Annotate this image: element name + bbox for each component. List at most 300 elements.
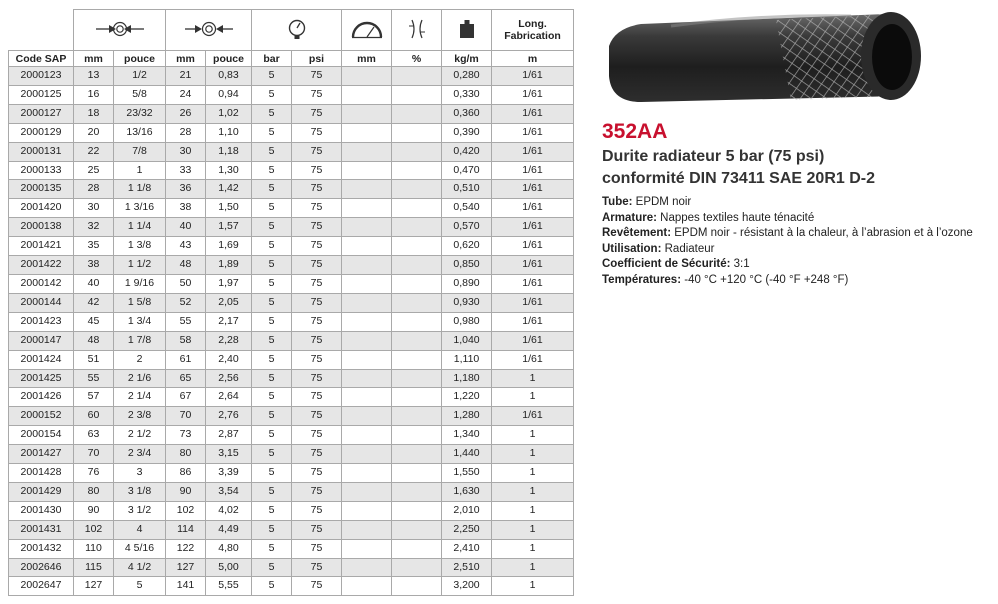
- table-cell: 25: [74, 161, 114, 180]
- table-cell: 5: [252, 445, 292, 464]
- table-row: [9, 445, 574, 464]
- spec-label: Tube:: [602, 196, 633, 208]
- table-cell: 1,97: [206, 274, 252, 293]
- table-cell: [342, 67, 392, 86]
- table-cell: 5: [252, 426, 292, 445]
- unit-header: m: [492, 51, 574, 67]
- table-cell: 18: [74, 104, 114, 123]
- table-cell: [392, 520, 442, 539]
- table-cell: 75: [292, 274, 342, 293]
- table-cell: 2000125: [9, 85, 74, 104]
- table-row: [9, 274, 574, 293]
- table-cell: 43: [166, 237, 206, 256]
- table-cell: 2001420: [9, 199, 74, 218]
- table-cell: 75: [292, 464, 342, 483]
- table-cell: 5: [252, 331, 292, 350]
- table-cell: 1: [492, 577, 574, 596]
- table-cell: 67: [166, 388, 206, 407]
- table-cell: 2001430: [9, 501, 74, 520]
- table-cell: [342, 350, 392, 369]
- table-cell: 5: [252, 539, 292, 558]
- table-cell: 0,360: [442, 104, 492, 123]
- table-cell: 1/61: [492, 237, 574, 256]
- table-cell: [392, 331, 442, 350]
- inner-diameter-header: [74, 10, 166, 51]
- unit-header: psi: [292, 51, 342, 67]
- table-cell: 75: [292, 331, 342, 350]
- table-cell: 40: [74, 274, 114, 293]
- table-cell: [342, 558, 392, 577]
- unit-header: mm: [166, 51, 206, 67]
- table-cell: [392, 67, 442, 86]
- table-cell: 3 1/2: [114, 501, 166, 520]
- table-cell: 2000123: [9, 67, 74, 86]
- table-cell: 1/61: [492, 161, 574, 180]
- table-cell: 4,02: [206, 501, 252, 520]
- table-cell: 2,510: [442, 558, 492, 577]
- table-cell: 75: [292, 350, 342, 369]
- table-cell: 3,39: [206, 464, 252, 483]
- length-header: [492, 10, 574, 51]
- table-cell: 0,330: [442, 85, 492, 104]
- table-row: [9, 67, 574, 86]
- table-cell: 1/61: [492, 293, 574, 312]
- table-cell: 22: [74, 142, 114, 161]
- table-cell: [342, 123, 392, 142]
- table-cell: 75: [292, 539, 342, 558]
- table-cell: 26: [166, 104, 206, 123]
- table-cell: [392, 218, 442, 237]
- table-cell: 1: [492, 482, 574, 501]
- table-cell: 1,040: [442, 331, 492, 350]
- table-cell: 4,49: [206, 520, 252, 539]
- table-cell: 1: [492, 520, 574, 539]
- table-cell: 75: [292, 482, 342, 501]
- table-cell: 75: [292, 369, 342, 388]
- table-cell: 70: [166, 407, 206, 426]
- table-cell: 1,340: [442, 426, 492, 445]
- table-cell: [342, 256, 392, 275]
- pressure-gauge-icon: [286, 18, 308, 40]
- table-cell: 4: [114, 520, 166, 539]
- table-row: [9, 482, 574, 501]
- table-cell: 2001421: [9, 237, 74, 256]
- table-cell: 102: [74, 520, 114, 539]
- table-cell: [392, 501, 442, 520]
- table-cell: 1/2: [114, 67, 166, 86]
- table-cell: [342, 331, 392, 350]
- table-cell: 5,00: [206, 558, 252, 577]
- table-cell: [342, 104, 392, 123]
- table-cell: 1,10: [206, 123, 252, 142]
- table-cell: 3: [114, 464, 166, 483]
- table-cell: 3,15: [206, 445, 252, 464]
- table-cell: 0,470: [442, 161, 492, 180]
- table-cell: 5: [252, 577, 292, 596]
- table-cell: [342, 482, 392, 501]
- table-row: [9, 426, 574, 445]
- table-cell: [392, 142, 442, 161]
- table-cell: 5: [252, 388, 292, 407]
- table-cell: 3 1/8: [114, 482, 166, 501]
- table-row: [9, 331, 574, 350]
- table-row: [9, 104, 574, 123]
- table-cell: 1,110: [442, 350, 492, 369]
- unit-header: %: [392, 51, 442, 67]
- table-row: [9, 558, 574, 577]
- table-cell: 2001424: [9, 350, 74, 369]
- table-row: [9, 180, 574, 199]
- table-body: [9, 67, 574, 596]
- table-cell: 2: [114, 350, 166, 369]
- table-cell: 1: [492, 501, 574, 520]
- table-cell: [392, 426, 442, 445]
- table-cell: [392, 407, 442, 426]
- table-cell: 4,80: [206, 539, 252, 558]
- table-row: [9, 123, 574, 142]
- spec-line: [602, 257, 994, 273]
- table-cell: 1/61: [492, 407, 574, 426]
- table-cell: 2002646: [9, 558, 74, 577]
- table-cell: 75: [292, 520, 342, 539]
- table-cell: 75: [292, 293, 342, 312]
- table-cell: 5: [252, 180, 292, 199]
- table-cell: 2,76: [206, 407, 252, 426]
- table-cell: [392, 482, 442, 501]
- table-cell: 2001426: [9, 388, 74, 407]
- unit-header: Code SAP: [9, 51, 74, 67]
- table-cell: 75: [292, 218, 342, 237]
- table-cell: 0,94: [206, 85, 252, 104]
- table-cell: 20: [74, 123, 114, 142]
- table-cell: 4 5/16: [114, 539, 166, 558]
- table-cell: 13/16: [114, 123, 166, 142]
- table-cell: 36: [166, 180, 206, 199]
- spec-label: Températures:: [602, 273, 682, 286]
- table-cell: 2000133: [9, 161, 74, 180]
- table-row: [9, 369, 574, 388]
- table-cell: 127: [166, 558, 206, 577]
- table-cell: 5: [252, 350, 292, 369]
- spec-value: EPDM noir - résistant à la chaleur, à l’abrasion et à l’ozone: [671, 227, 973, 239]
- table-cell: 5: [252, 199, 292, 218]
- table-cell: 2000129: [9, 123, 74, 142]
- table-cell: [392, 274, 442, 293]
- table-cell: 2000154: [9, 426, 74, 445]
- table-cell: 5: [252, 558, 292, 577]
- table-cell: 2,40: [206, 350, 252, 369]
- table-cell: [342, 520, 392, 539]
- table-cell: 1/61: [492, 274, 574, 293]
- table-cell: 1 3/4: [114, 312, 166, 331]
- table-cell: 2001428: [9, 464, 74, 483]
- table-cell: 5: [252, 312, 292, 331]
- table-cell: 38: [74, 256, 114, 275]
- table-row: [9, 539, 574, 558]
- table-cell: 2001423: [9, 312, 74, 331]
- table-row: [9, 388, 574, 407]
- table-cell: 1/61: [492, 331, 574, 350]
- table-cell: 48: [74, 331, 114, 350]
- weight-header: [442, 10, 492, 51]
- table-cell: 5: [252, 293, 292, 312]
- table-cell: 86: [166, 464, 206, 483]
- table-cell: 5: [252, 369, 292, 388]
- table-cell: 32: [74, 218, 114, 237]
- table-cell: 75: [292, 558, 342, 577]
- table-cell: 2000147: [9, 331, 74, 350]
- table-row: [9, 237, 574, 256]
- table-cell: 5: [252, 161, 292, 180]
- table-cell: 1,42: [206, 180, 252, 199]
- table-cell: 1: [492, 388, 574, 407]
- table-cell: 75: [292, 237, 342, 256]
- table-cell: 5/8: [114, 85, 166, 104]
- table-cell: [342, 293, 392, 312]
- table-cell: 2000152: [9, 407, 74, 426]
- table-cell: [342, 577, 392, 596]
- table-cell: [392, 558, 442, 577]
- table-cell: 0,420: [442, 142, 492, 161]
- table-cell: 35: [74, 237, 114, 256]
- table-cell: 1: [492, 445, 574, 464]
- spec-label: Armature:: [602, 211, 657, 224]
- table-cell: 13: [74, 67, 114, 86]
- table-cell: 75: [292, 407, 342, 426]
- table-cell: 2000127: [9, 104, 74, 123]
- table-cell: 75: [292, 104, 342, 123]
- table-cell: 5: [252, 501, 292, 520]
- table-cell: 5: [252, 85, 292, 104]
- table-cell: [342, 218, 392, 237]
- table-cell: 57: [74, 388, 114, 407]
- table-cell: 75: [292, 180, 342, 199]
- table-cell: 0,890: [442, 274, 492, 293]
- table-cell: 2000138: [9, 218, 74, 237]
- table-cell: 75: [292, 123, 342, 142]
- table-cell: 1/61: [492, 104, 574, 123]
- table-cell: 1/61: [492, 350, 574, 369]
- table-cell: 80: [74, 482, 114, 501]
- spec-label: Revêtement:: [602, 227, 672, 239]
- table-cell: 1,69: [206, 237, 252, 256]
- table-cell: 114: [166, 520, 206, 539]
- table-cell: 5: [252, 256, 292, 275]
- table-cell: 80: [166, 445, 206, 464]
- table-cell: [342, 445, 392, 464]
- table-cell: 2,64: [206, 388, 252, 407]
- vacuum-icon: [407, 18, 427, 40]
- table-cell: 1,18: [206, 142, 252, 161]
- table-cell: 75: [292, 501, 342, 520]
- table-cell: [392, 180, 442, 199]
- table-cell: 0,570: [442, 218, 492, 237]
- table-cell: 2001432: [9, 539, 74, 558]
- table-cell: 1/61: [492, 199, 574, 218]
- table-cell: 5,55: [206, 577, 252, 596]
- table-cell: [342, 312, 392, 331]
- spec-label: Utilisation:: [602, 242, 662, 255]
- table-cell: [392, 350, 442, 369]
- product-code: 352AA: [602, 120, 668, 143]
- table-cell: [392, 256, 442, 275]
- table-cell: 7/8: [114, 142, 166, 161]
- table-cell: [392, 369, 442, 388]
- length-header-line1: Long.: [518, 18, 547, 30]
- table-cell: 75: [292, 199, 342, 218]
- length-header-line2: Fabrication: [504, 30, 561, 42]
- table-cell: 110: [74, 539, 114, 558]
- table-cell: 0,510: [442, 180, 492, 199]
- table-cell: [342, 369, 392, 388]
- table-cell: 75: [292, 312, 342, 331]
- table-cell: 0,390: [442, 123, 492, 142]
- table-cell: [342, 85, 392, 104]
- table-cell: [392, 104, 442, 123]
- unit-header: pouce: [114, 51, 166, 67]
- table-cell: 102: [166, 501, 206, 520]
- table-row: [9, 85, 574, 104]
- table-cell: 1 3/16: [114, 199, 166, 218]
- table-cell: 75: [292, 445, 342, 464]
- table-cell: 2,17: [206, 312, 252, 331]
- table-cell: 3,200: [442, 577, 492, 596]
- table-cell: 1: [114, 161, 166, 180]
- table-cell: 1 1/4: [114, 218, 166, 237]
- table-cell: 1,550: [442, 464, 492, 483]
- spec-value: Nappes textiles haute ténacité: [656, 211, 815, 224]
- table-cell: 1/61: [492, 142, 574, 161]
- table-cell: 1,280: [442, 407, 492, 426]
- table-cell: [392, 161, 442, 180]
- table-cell: 0,83: [206, 67, 252, 86]
- table-cell: 1/61: [492, 67, 574, 86]
- table-cell: 52: [166, 293, 206, 312]
- table-row: [9, 312, 574, 331]
- table-cell: 2 1/6: [114, 369, 166, 388]
- table-cell: [342, 180, 392, 199]
- spec-line: [602, 273, 994, 289]
- table-cell: 1,220: [442, 388, 492, 407]
- vacuum-header: [392, 10, 442, 51]
- table-cell: [392, 312, 442, 331]
- table-cell: [342, 407, 392, 426]
- table-cell: [392, 445, 442, 464]
- product-title-line1: Durite radiateur 5 bar (75 psi): [602, 148, 825, 165]
- table-cell: [342, 426, 392, 445]
- header-blank: [9, 10, 74, 51]
- table-cell: 55: [74, 369, 114, 388]
- table-cell: [342, 501, 392, 520]
- table-cell: 2,05: [206, 293, 252, 312]
- table-cell: 1 1/2: [114, 256, 166, 275]
- spec-line: [602, 226, 994, 242]
- table-cell: 2 3/8: [114, 407, 166, 426]
- table-row: [9, 520, 574, 539]
- table-cell: 5: [252, 142, 292, 161]
- table-cell: 2,250: [442, 520, 492, 539]
- table-cell: 2,87: [206, 426, 252, 445]
- table-cell: 2000131: [9, 142, 74, 161]
- table-row: [9, 142, 574, 161]
- table-cell: 1 7/8: [114, 331, 166, 350]
- table-cell: 1,57: [206, 218, 252, 237]
- table-cell: 141: [166, 577, 206, 596]
- table-row: [9, 577, 574, 596]
- table-row: [9, 407, 574, 426]
- table-cell: 30: [166, 142, 206, 161]
- table-row: [9, 350, 574, 369]
- table-cell: 1,89: [206, 256, 252, 275]
- bend-radius-header: [342, 10, 392, 51]
- table-cell: 24: [166, 85, 206, 104]
- table-cell: [342, 274, 392, 293]
- hose-image: [601, 6, 939, 111]
- table-cell: 1,440: [442, 445, 492, 464]
- table-cell: 1: [492, 464, 574, 483]
- table-cell: [342, 539, 392, 558]
- table-cell: 2001427: [9, 445, 74, 464]
- table-cell: 5: [252, 218, 292, 237]
- icon-header-row: [9, 10, 574, 51]
- table-cell: 5: [252, 123, 292, 142]
- table-cell: 1/61: [492, 256, 574, 275]
- table-row: [9, 161, 574, 180]
- weight-icon: [457, 18, 477, 40]
- table-cell: 1,50: [206, 199, 252, 218]
- table-cell: 1/61: [492, 85, 574, 104]
- table-cell: 63: [74, 426, 114, 445]
- table-cell: 5: [252, 482, 292, 501]
- table-cell: 48: [166, 256, 206, 275]
- table-cell: 1 9/16: [114, 274, 166, 293]
- table-cell: [392, 237, 442, 256]
- unit-header: mm: [74, 51, 114, 67]
- table-row: [9, 199, 574, 218]
- table-cell: [342, 142, 392, 161]
- table-cell: [392, 293, 442, 312]
- table-cell: [392, 123, 442, 142]
- spec-value: -40 °C +120 °C (-40 °F +248 °F): [681, 273, 849, 286]
- spec-label: Coefficient de Sécurité:: [602, 258, 731, 270]
- table-cell: 1: [492, 369, 574, 388]
- pressure-header: [252, 10, 342, 51]
- spec-line: [602, 195, 994, 211]
- table-cell: 58: [166, 331, 206, 350]
- table-cell: 1,30: [206, 161, 252, 180]
- spec-value: EPDM noir: [632, 196, 692, 208]
- table-cell: [342, 199, 392, 218]
- table-cell: 50: [166, 274, 206, 293]
- table-cell: 0,280: [442, 67, 492, 86]
- spec-table: [8, 9, 574, 596]
- table-cell: 1,180: [442, 369, 492, 388]
- table-cell: [392, 199, 442, 218]
- table-cell: 21: [166, 67, 206, 86]
- table-cell: 28: [166, 123, 206, 142]
- table-cell: [392, 539, 442, 558]
- table-cell: 2,410: [442, 539, 492, 558]
- table-cell: 1: [492, 539, 574, 558]
- table-cell: 5: [252, 237, 292, 256]
- table-cell: 60: [74, 407, 114, 426]
- table-cell: 0,620: [442, 237, 492, 256]
- table-cell: [342, 464, 392, 483]
- table-cell: 4 1/2: [114, 558, 166, 577]
- table-cell: 65: [166, 369, 206, 388]
- table-cell: 90: [166, 482, 206, 501]
- table-cell: 1,630: [442, 482, 492, 501]
